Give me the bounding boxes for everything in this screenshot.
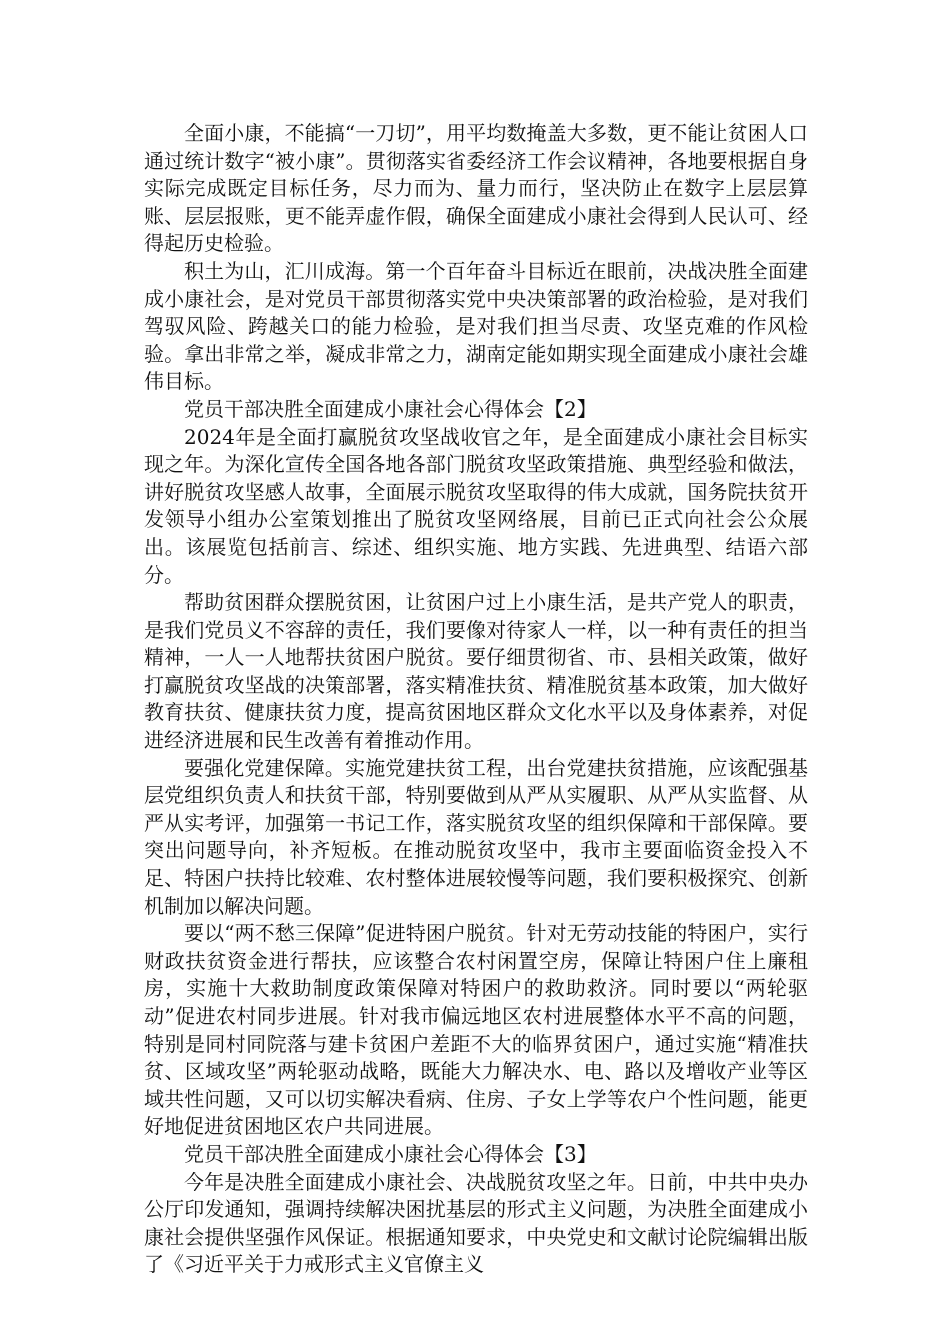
- section-heading-2: 党员干部决胜全面建成小康社会心得体会【2】: [184, 396, 597, 421]
- paragraph-6: 要以“两不愁三保障”促进特困户脱贫。针对无劳动技能的特困户，实行财政扶贫资金进行帮扶，应该整合农村闲置空房，保障让特困户住上廉租房，实施十大救助制度政策保障对特困户的救助救济。同时要以“两轮驱动”促进农村同步进展。针对我市偏远地区农村进展整体水平不高的问题，特别是同村同院落与建卡贫困户差距不大的临界贫困户，通过实施“精准扶贫、区域攻坚”两轮驱动战略，既能大力解决水、电、路以及增收产业等区域共性问题，又可以切实解决看病、住房、子女上学等农户个性问题，能更好地促进贫困地区农户共同进展。: [144, 921, 808, 1139]
- paragraph-5: 要强化党建保障。实施党建扶贫工程，出台党建扶贫措施，应该配强基层党组织负责人和扶贫干部，特别要做到从严从实履职、从严从实监督、从严从实考评，加强第一书记工作，落实脱贫攻坚的组织保障和干部保障。要突出问题导向，补齐短板。在推动脱贫攻坚中，我市主要面临资金投入不足、特困户扶持比较难、农村整体进展较慢等问题，我们要积极探究、创新机制加以解决问题。: [144, 755, 808, 918]
- paragraph-2: 积土为山，汇川成海。第一个百年奋斗目标近在眼前，决战决胜全面建成小康社会，是对党员干部贯彻落实党中央决策部署的政治检验，是对我们驾驭风险、跨越关口的能力检验，是对我们担当尽责、攻坚克难的作风检验。拿出非常之举，凝成非常之力，湖南定能如期实现全面建成小康社会雄伟目标。: [144, 258, 808, 394]
- paragraph-3: 2024年是全面打赢脱贫攻坚战收官之年，是全面建成小康社会目标实现之年。为深化宣传全国各地各部门脱贫攻坚政策措施、典型经验和做法，讲好脱贫攻坚感人故事，全面展示脱贫攻坚取得的伟大成就，国务院扶贫开发领导小组办公室策划推出了脱贫攻坚网络展，目前已正式向社会公众展出。该展览包括前言、综述、组织实施、地方实践、先进典型、结语六部分。: [144, 424, 808, 587]
- paragraph-7: 今年是决胜全面建成小康社会、决战脱贫攻坚之年。日前，中共中央办公厅印发通知，强调持续解决困扰基层的形式主义问题，为决胜全面建成小康社会提供坚强作风保证。根据通知要求，中央党史和文献讨论院编辑出版了《习近平关于力戒形式主义官僚主义: [144, 1169, 808, 1277]
- section-heading-3: 党员干部决胜全面建成小康社会心得体会【3】: [184, 1141, 597, 1166]
- paragraph-4: 帮助贫困群众摆脱贫困，让贫困户过上小康生活，是共产党人的职责，是我们党员义不容辞的责任，我们要像对待家人一样，以一种有责任的担当精神，一人一人地帮扶贫困户脱贫。要仔细贯彻省、市、县相关政策，做好打赢脱贫攻坚战的决策部署，落实精准扶贫、精准脱贫基本政策，加大做好教育扶贫、健康扶贫力度，提高贫困地区群众文化水平以及身体素养，对促进经济进展和民生改善有着推动作用。: [144, 590, 808, 753]
- paragraph-1: 全面小康，不能搞“一刀切”，用平均数掩盖大多数，更不能让贫困人口通过统计数字“被小康”。贯彻落实省委经济工作会议精神，各地要根据自身实际完成既定目标任务，尽力而为、量力而行，坚决防止在数字上层层算账、层层报账，更不能弄虚作假，确保全面建成小康社会得到人民认可、经得起历史检验。: [144, 121, 808, 256]
- document-body: [144, 120, 808, 1279]
